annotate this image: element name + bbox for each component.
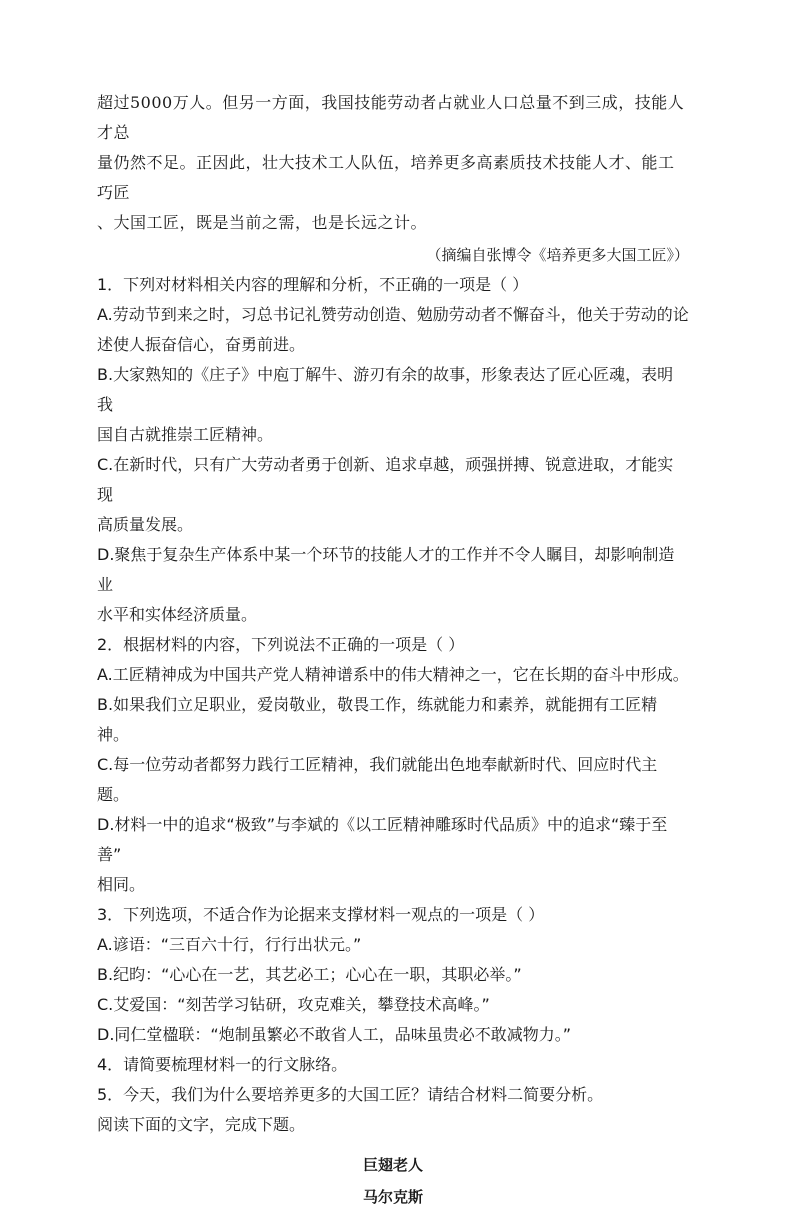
- option-line: 相同。: [97, 875, 146, 894]
- option-line: B.如果我们立足职业，爱岗敬业，敬畏工作，练就能力和素养，就能拥有工匠精神。: [97, 695, 658, 744]
- intro-paragraph: [97, 88, 689, 238]
- question-5: 5．今天，我们为什么要培养更多的大国工匠？请结合材料二简要分析。: [97, 1085, 604, 1104]
- reading-instruction: 阅读下面的文字，完成下题。: [97, 1115, 306, 1134]
- question-1: [97, 270, 689, 630]
- option-line: 国自古就推崇工匠精神。: [97, 425, 274, 444]
- option-line: A.谚语：“三百六十行，行行出状元。”: [97, 935, 362, 954]
- story-title: 巨翅老人: [362, 1156, 423, 1174]
- question-stem: 1．下列对材料相关内容的理解和分析，不正确的一项是（ ）: [97, 275, 529, 294]
- option-line: A.劳动节到来之时，习总书记礼赞劳动创造、勉励劳动者不懈奋斗，他关于劳动的论: [97, 305, 689, 324]
- option-line: D.聚焦于复杂生产体系中某一个环节的技能人才的工作并不令人瞩目，却影响制造业: [97, 545, 675, 594]
- story-author: 马尔克斯: [362, 1188, 423, 1206]
- option-line: D.同仁堂楹联：“炮制虽繁必不敢省人工，品味虽贵必不敢减物力。”: [97, 1025, 571, 1044]
- option-line: B.纪昀：“心心在一艺，其艺必工；心心在一职，其职必举。”: [97, 965, 522, 984]
- option-line: D.材料一中的追求“极致”与李斌的《以工匠精神雕琢时代品质》中的追求“臻于至善”: [97, 815, 668, 864]
- intro-line: 量仍然不足。正因此，壮大技术工人队伍，培养更多高素质技术技能人才、能工巧匠: [97, 153, 675, 202]
- option-line: C.艾爱国：“刻苦学习钻研，攻克难关，攀登技术高峰。”: [97, 995, 490, 1014]
- option-line: C.每一位劳动者都努力践行工匠精神，我们就能出色地奉献新时代、回应时代主题。: [97, 755, 658, 804]
- intro-line: 超过5000万人。但另一方面，我国技能劳动者占就业人口总量不到三成，技能人才总: [97, 93, 685, 142]
- source-citation: （摘编自张博令《培养更多大国工匠》）: [426, 246, 689, 264]
- option-line: C.在新时代，只有广大劳动者勇于创新、追求卓越，顽强拼搏、锐意进取，才能实现: [97, 455, 674, 504]
- short-answer-questions: [97, 1050, 689, 1140]
- question-2: [97, 630, 689, 900]
- question-stem: 2．根据材料的内容，下列说法不正确的一项是（ ）: [97, 635, 465, 654]
- question-4: 4．请简要梳理材料一的行文脉络。: [97, 1055, 348, 1074]
- option-line: 水平和实体经济质量。: [97, 605, 258, 624]
- question-3: [97, 900, 689, 1050]
- option-line: A.工匠精神成为中国共产党人精神谱系中的伟大精神之一，它在长期的奋斗中形成。: [97, 665, 689, 684]
- option-line: 述使人振奋信心，奋勇前进。: [97, 335, 306, 354]
- document-content: [97, 88, 689, 1212]
- intro-line: 、大国工匠，既是当前之需，也是长远之计。: [97, 213, 428, 232]
- question-stem: 3．下列选项，不适合作为论据来支撑材料一观点的一项是（ ）: [97, 905, 545, 924]
- option-line: B.大家熟知的《庄子》中庖丁解牛、游刃有余的故事，形象表达了匠心匠魂，表明我: [97, 365, 674, 414]
- option-line: 高质量发展。: [97, 515, 194, 534]
